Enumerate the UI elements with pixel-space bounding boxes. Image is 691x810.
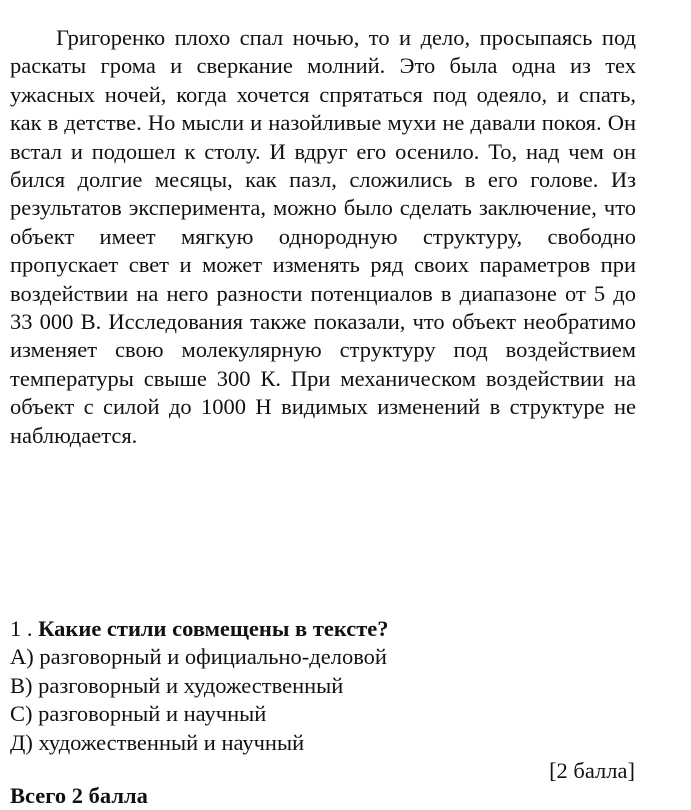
passage-text: Григоренко плохо спал ночью, то и дело, просыпаясь под раскаты грома и сверкание молний. Это была одна из тех ужасных ночей, когда хочется спрятаться под одеяло, и спать, как в детстве. Но мысли и назойливые мухи не давали покоя. Он встал и подошел к столу. И вдруг его осенило. То, над чем он бился долгие месяцы, как пазл, сложились в его голове. Из результатов эксперимента, можно было сделать заключение, что объект имеет мягкую однородную структуру, свободно пропускает свет и может изменять ряд своих параметров при воздействии на него разности потенциалов в диапазоне от 5 до 33 000 В. Исследования также показали, что объект необратимо изменяет свою молекулярную структуру под воздействием температуры свыше 300 К. При механическом воздействии на объект с силой до 1000 Н видимых изменений в структуре не наблюдается. bbox=[10, 25, 636, 448]
option-a: А) разговорный и официально-деловой bbox=[10, 644, 387, 670]
question-block bbox=[10, 615, 640, 757]
option-b: В) разговорный и художественный bbox=[10, 672, 344, 698]
option-c: С) разговорный и научный bbox=[10, 701, 267, 727]
question-number: 1 . bbox=[10, 616, 33, 641]
total-score-footer: Всего 2 балла bbox=[10, 783, 148, 808]
question-text: Какие стили совмещены в тексте? bbox=[38, 616, 389, 641]
option-d: Д) художественный и научный bbox=[10, 729, 305, 755]
score-label: [2 балла] bbox=[549, 758, 635, 783]
question-line bbox=[10, 615, 640, 643]
